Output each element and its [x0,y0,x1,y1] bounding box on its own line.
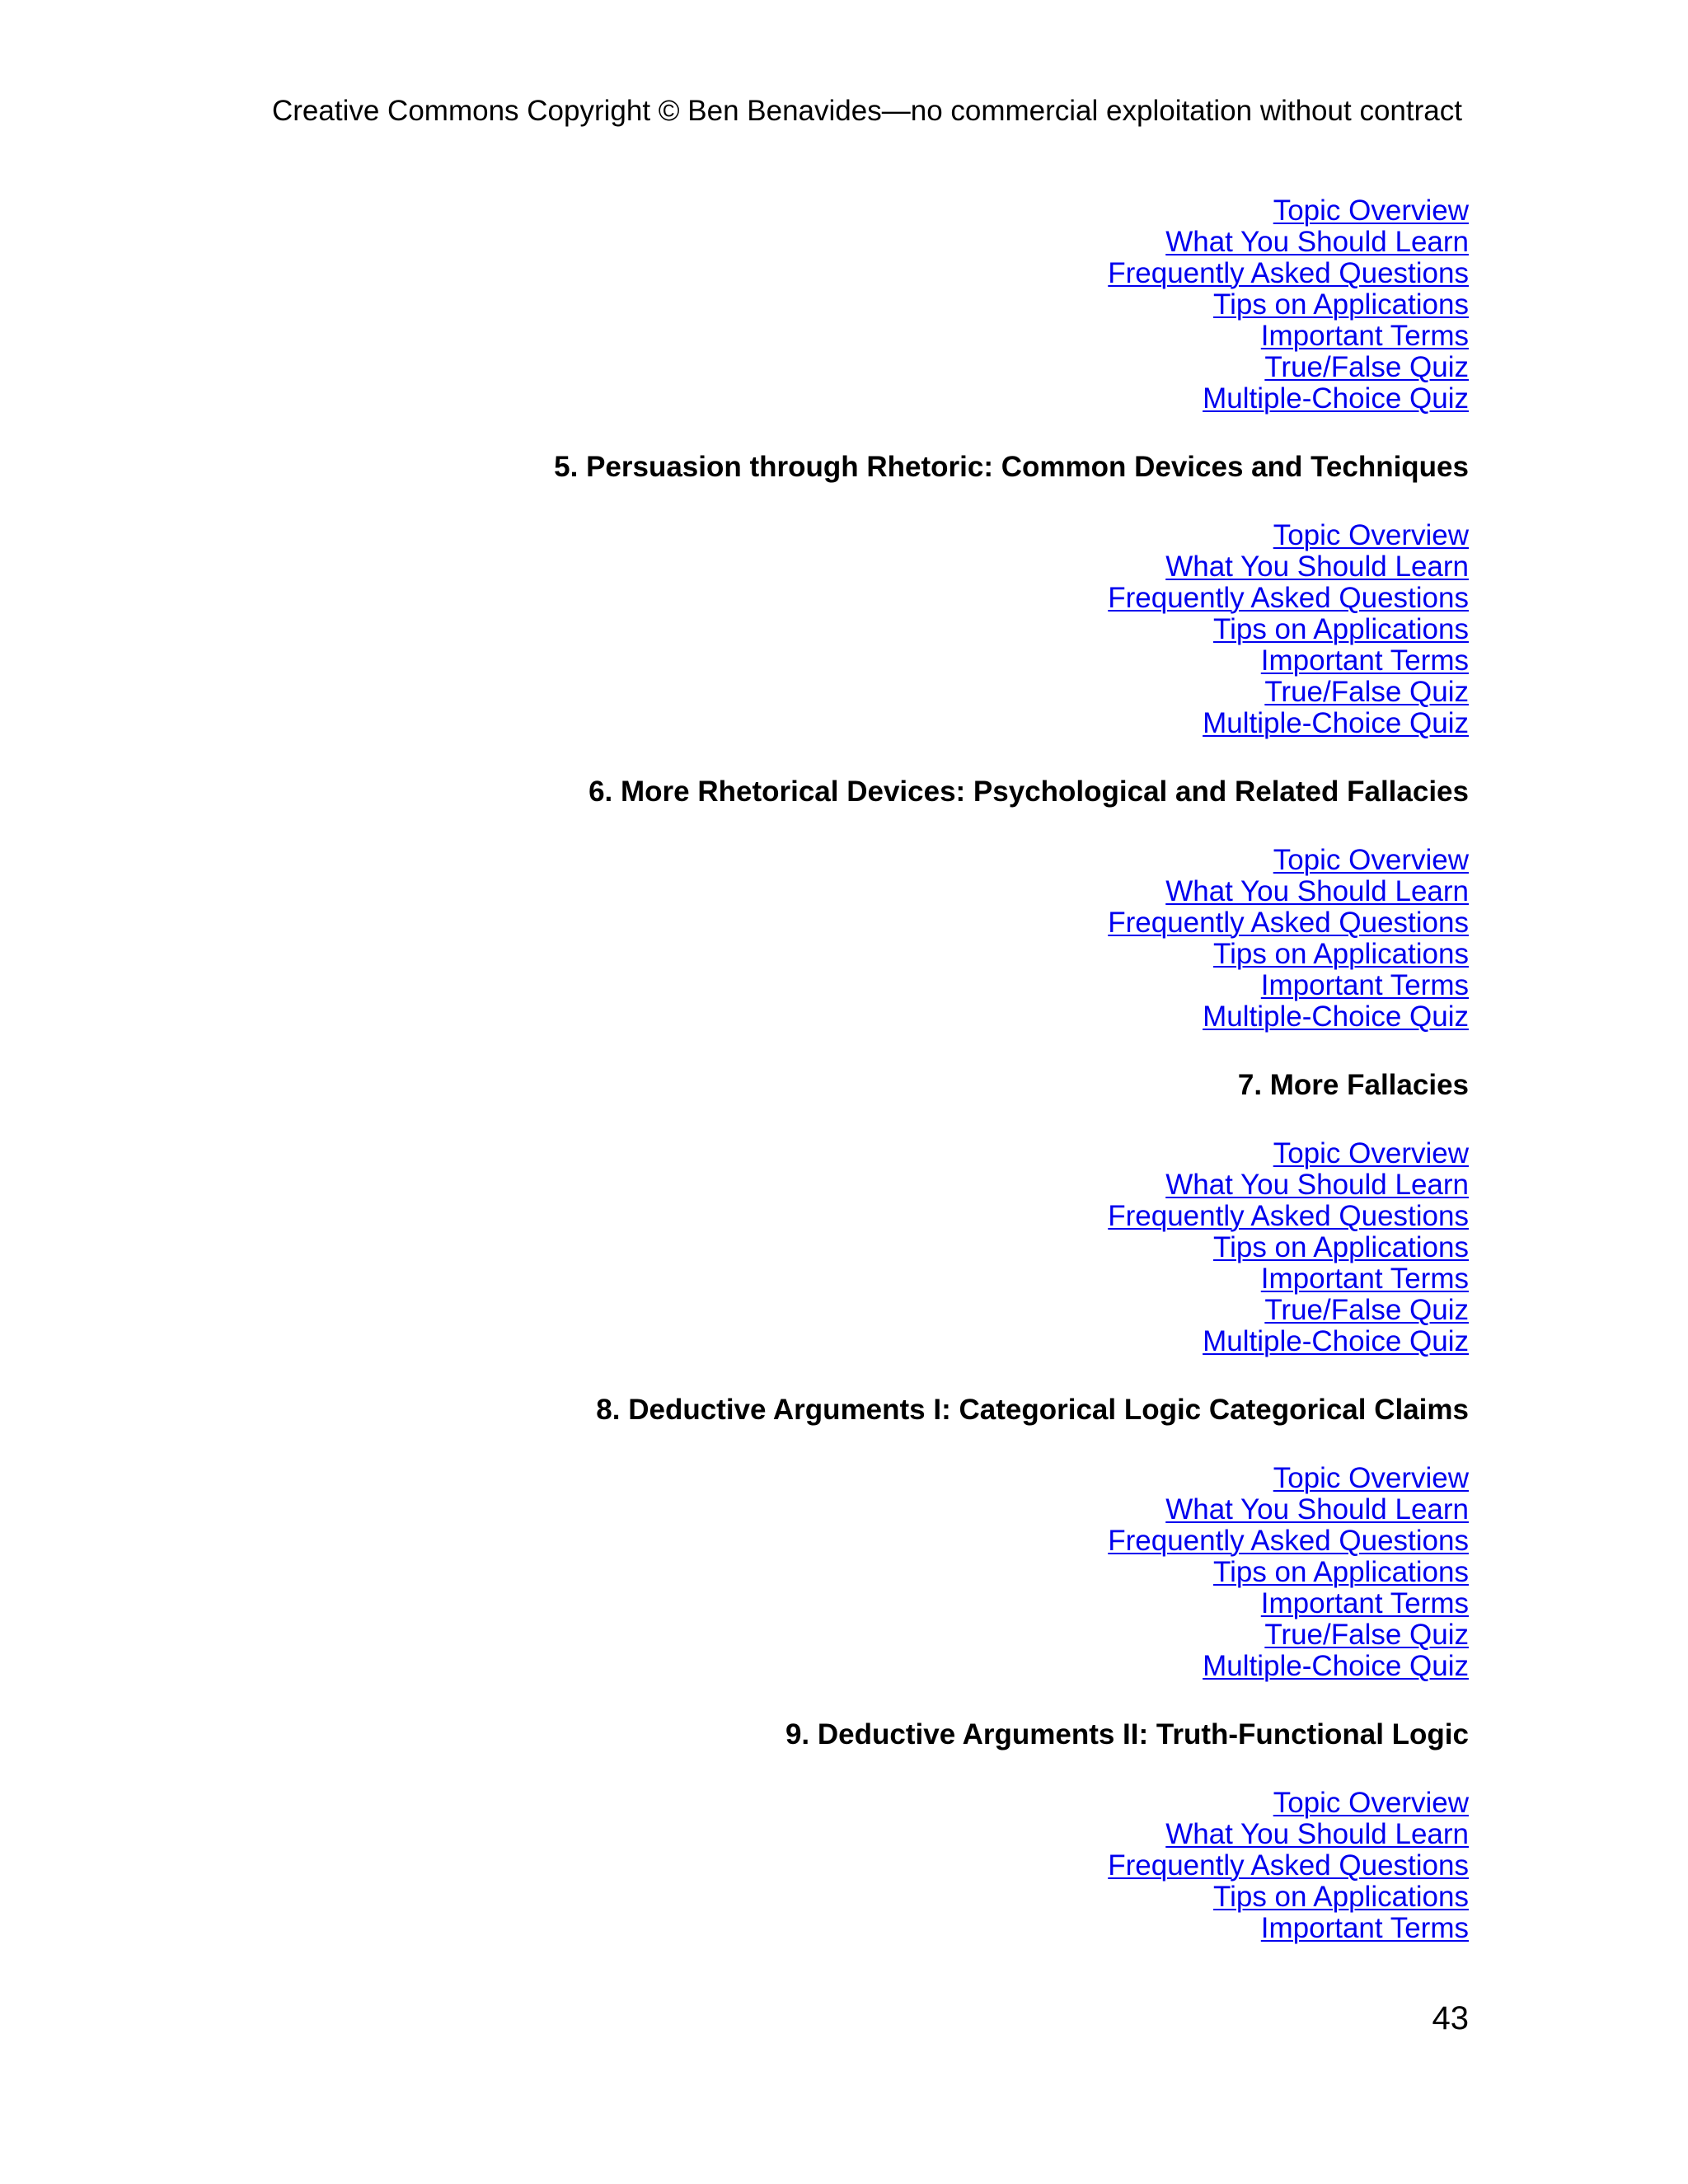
link-group-continued [232,195,1469,415]
link-tips-on-applications[interactable]: Tips on Applications [1213,613,1469,645]
link-true-false-quiz[interactable]: True/False Quiz [1264,676,1469,708]
section-heading-7: 7. More Fallacies [1237,1069,1469,1101]
link-important-terms[interactable]: Important Terms [1260,969,1469,1001]
section-heading-6: 6. More Rhetorical Devices: Psychological and Related Fallacies [588,776,1469,808]
page-number: 43 [1432,2000,1469,2036]
link-faq[interactable]: Frequently Asked Questions [1108,907,1469,939]
link-what-you-should-learn[interactable]: What You Should Learn [1165,226,1469,258]
link-topic-overview[interactable]: Topic Overview [1273,844,1469,876]
link-tips-on-applications[interactable]: Tips on Applications [1213,1881,1469,1913]
link-multiple-choice-quiz[interactable]: Multiple-Choice Quiz [1203,1650,1469,1682]
link-group-section-9 [232,1788,1469,1944]
link-multiple-choice-quiz[interactable]: Multiple-Choice Quiz [1203,1325,1469,1357]
link-faq[interactable]: Frequently Asked Questions [1108,582,1469,614]
link-what-you-should-learn[interactable]: What You Should Learn [1165,1493,1469,1526]
link-topic-overview[interactable]: Topic Overview [1273,1137,1469,1169]
link-multiple-choice-quiz[interactable]: Multiple-Choice Quiz [1203,707,1469,739]
link-topic-overview[interactable]: Topic Overview [1273,519,1469,551]
link-what-you-should-learn[interactable]: What You Should Learn [1165,551,1469,583]
link-faq[interactable]: Frequently Asked Questions [1108,1849,1469,1882]
link-true-false-quiz[interactable]: True/False Quiz [1264,351,1469,383]
link-topic-overview[interactable]: Topic Overview [1273,1787,1469,1819]
link-group-section-6 [232,845,1469,1033]
link-important-terms[interactable]: Important Terms [1260,320,1469,352]
link-true-false-quiz[interactable]: True/False Quiz [1264,1619,1469,1651]
link-faq[interactable]: Frequently Asked Questions [1108,257,1469,289]
link-tips-on-applications[interactable]: Tips on Applications [1213,1231,1469,1263]
link-what-you-should-learn[interactable]: What You Should Learn [1165,875,1469,907]
link-multiple-choice-quiz[interactable]: Multiple-Choice Quiz [1203,1001,1469,1033]
link-what-you-should-learn[interactable]: What You Should Learn [1165,1818,1469,1850]
section-heading-9: 9. Deductive Arguments II: Truth-Functional Logic [785,1718,1469,1750]
section-heading-5: 5. Persuasion through Rhetoric: Common Devices and Techniques [554,451,1469,483]
link-important-terms[interactable]: Important Terms [1260,1587,1469,1619]
link-group-section-5 [232,520,1469,739]
link-multiple-choice-quiz[interactable]: Multiple-Choice Quiz [1203,382,1469,415]
copyright-header: Creative Commons Copyright © Ben Benavides—no commercial exploitation without contract [272,95,1462,127]
link-true-false-quiz[interactable]: True/False Quiz [1264,1294,1469,1326]
link-tips-on-applications[interactable]: Tips on Applications [1213,938,1469,970]
link-tips-on-applications[interactable]: Tips on Applications [1213,1556,1469,1588]
link-what-you-should-learn[interactable]: What You Should Learn [1165,1169,1469,1201]
link-tips-on-applications[interactable]: Tips on Applications [1213,288,1469,321]
link-group-section-8 [232,1463,1469,1682]
link-group-section-7 [232,1138,1469,1357]
link-important-terms[interactable]: Important Terms [1260,1263,1469,1295]
link-topic-overview[interactable]: Topic Overview [1273,194,1469,227]
table-of-contents [232,195,1469,1944]
link-important-terms[interactable]: Important Terms [1260,644,1469,677]
link-faq[interactable]: Frequently Asked Questions [1108,1525,1469,1557]
link-topic-overview[interactable]: Topic Overview [1273,1462,1469,1494]
section-heading-8: 8. Deductive Arguments I: Categorical Logic Categorical Claims [596,1394,1469,1426]
link-faq[interactable]: Frequently Asked Questions [1108,1200,1469,1232]
link-important-terms[interactable]: Important Terms [1260,1912,1469,1944]
